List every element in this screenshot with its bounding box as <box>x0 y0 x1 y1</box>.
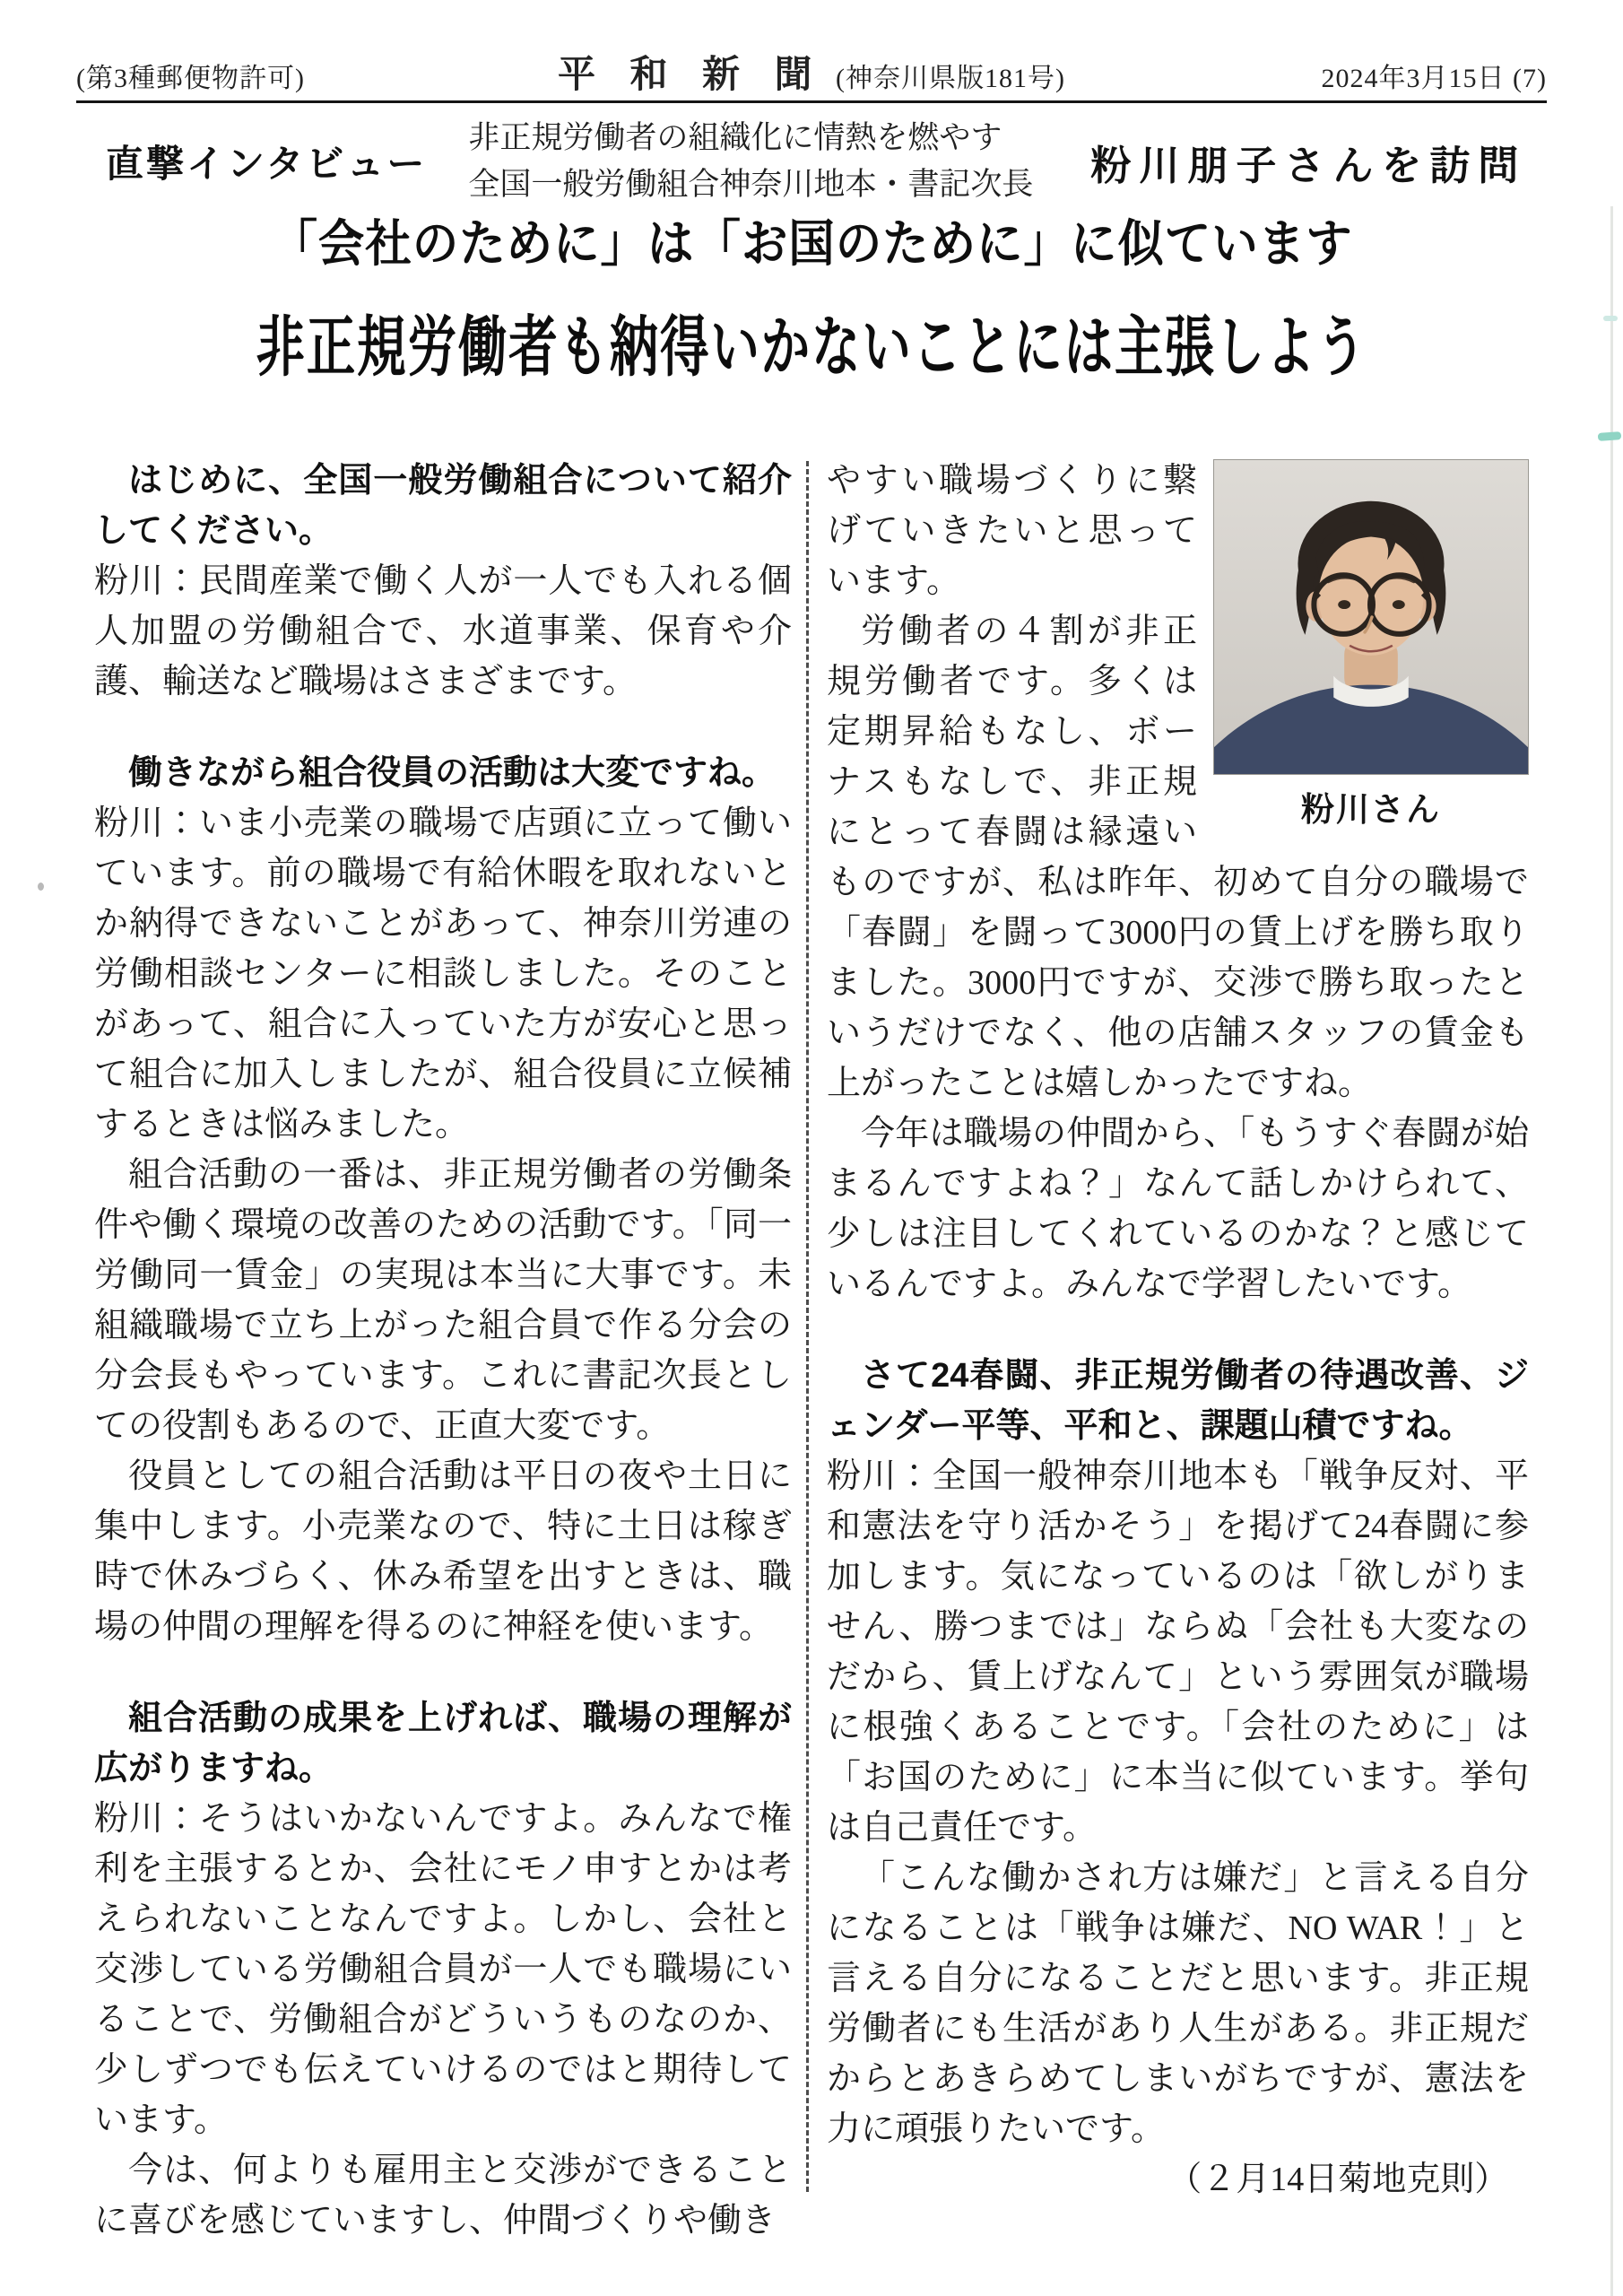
scan-mark-cyan-1 <box>1603 316 1618 321</box>
masthead <box>76 45 1547 99</box>
question-paragraph: 働きながら組合役員の活動は大変ですね。 <box>128 754 777 792</box>
kicker-label: 直撃インタビュー <box>106 143 428 185</box>
answer-paragraph: 組合活動の一番は、非正規労働者の労働条件や働く環境の改善のための活動です。「同一労働同一賃金」の実現は本当に大事です。未組織職場で立ち上がった組合員で作る分会の分会長もやっています。これに書記次長としての役割もあるので、正直大変です。 <box>94 1156 792 1445</box>
answer-paragraph: 今年は職場の仲間から、「もうすぐ春闘が始まるんですよね？」なんて話しかけられて、少しは注目してくれているのかな？と感じているんですよ。みんなで学習したいです。 <box>827 1115 1529 1303</box>
column-divider <box>806 461 809 2192</box>
sub-headline <box>0 301 1623 385</box>
portrait-photo <box>1213 459 1529 775</box>
scan-edge-line <box>1610 206 1613 2296</box>
newspaper-edition: (神奈川県版181号) <box>836 64 1065 93</box>
answer-paragraph: 粉川：いま小売業の職場で店頭に立って働いています。前の職場で有給休暇を取れないとか納得できないことがあって、神奈川労連の労働相談センターに相談しました。そのことがあって、組合に入っていた方が安心と思って組合に加入しましたが、組合役員に立候補するときは悩みました。 <box>94 804 792 1144</box>
scan-speck <box>38 883 44 891</box>
main-headline-text: 「会社のために」は「お国のために」に似ています <box>270 215 1353 272</box>
kicker-subtitle-line2: 全国一般労働組合神奈川地本・書記次長 <box>468 167 1034 202</box>
scan-mark-cyan-2 <box>1598 431 1622 441</box>
answer-paragraph: 労働者の４割が非正規労働者です。多くは定期昇給もなし、ボーナスもなしで、非正規にとって春闘は縁遠いものですが、私は昨年、初めて自分の職場で「春闘」を闘って3000円の賃上げを勝ち取りました。3000円ですが、交渉で勝ち取ったというだけでなく、他の店舗スタッフの賃金も上がったことは嬉しかったですね。 <box>827 613 1529 1102</box>
right-column <box>827 456 1529 2205</box>
answer-paragraph: 粉川：そうはいかないんですよ。みんなで権利を主張するとか、会社にモノ申すとかは考えられないことなんですよ。しかし、会社と交渉している労働組合員が一人でも職場にいることで、労働組合がどういうものなのか、少しずつでも伝えていけるのではと期待しています。 <box>94 1800 792 2139</box>
question-paragraph: さて24春闘、非正規労働者の待遇改善、ジェンダー平等、平和と、課題山積ですね。 <box>827 1357 1529 1445</box>
answer-paragraph: やすい職場づくりに繋げていきたいと思っています。 <box>827 462 1197 600</box>
question-paragraph: はじめに、全国一般労働組合について紹介してください。 <box>94 462 792 550</box>
postal-permit-text: (第3種郵便物許可) <box>76 64 305 93</box>
kicker-subtitle <box>468 115 1033 208</box>
issue-date: 2024年3月15日 (7) <box>1321 64 1547 93</box>
answer-paragraph: 「こんな働かされ方は嫌だ」と言える自分になることは「戦争は嫌だ、NO WAR！」と言える自分になることだと思います。非正規労働者にも生活があり人生がある。非正規だからとあきらめてしまいがちですが、憲法を力に頑張りたいです。 <box>827 1859 1529 2148</box>
answer-paragraph: 今は、何よりも雇用主と交渉ができることに喜びを感じていますし、仲間づくりや働き <box>94 2152 792 2239</box>
photo-caption: 粉川さん <box>1301 791 1441 828</box>
kicker-visit-label: 粉川朋子さんを訪問 <box>1090 142 1527 188</box>
portrait-illustration <box>1214 460 1528 774</box>
answer-paragraph: 役員としての組合活動は平日の夜や土日に集中します。小売業なので、特に土日は稼ぎ時で休みづらく、休み希望を出すときは、職場の仲間の理解を得るのに神経を使います。 <box>94 1457 792 1646</box>
article-body <box>94 456 1529 2246</box>
question-paragraph: 組合活動の成果を上げれば、職場の理解が広がりますね。 <box>94 1700 792 1787</box>
answer-paragraph: 粉川：民間産業で働く人が一人でも入れる個人加盟の労働組合で、水道事業、保育や介護、輸送など職場はさまざまです。 <box>94 562 792 700</box>
kicker-subtitle-line1: 非正規労働者の組織化に情熱を燃やす <box>468 120 1002 155</box>
main-headline <box>0 204 1623 276</box>
left-column <box>94 456 792 2246</box>
kicker-row <box>106 115 1533 208</box>
newspaper-title-block <box>558 45 1065 99</box>
newspaper-title: 平 和 新 聞 <box>558 55 825 96</box>
masthead-rule <box>76 100 1547 109</box>
sub-headline-text: 非正規労働者も納得いかないことには主張しよう <box>256 310 1367 385</box>
portrait-photo-block <box>1213 459 1529 831</box>
byline-credit: （２月14日菊地克則） <box>1167 2161 1509 2198</box>
answer-paragraph: 粉川：全国一般神奈川地本も「戦争反対、平和憲法を守り活かそう」を掲げて24春闘に参加します。気になっているのは「欲しがりません、勝つまでは」ならぬ「会社も大変なのだから、賃上げなんて」という雰囲気が職場に根強くあることです。「会社のために」は「お国のために」に本当に似ています。挙句は自己責任です。 <box>827 1457 1529 1847</box>
